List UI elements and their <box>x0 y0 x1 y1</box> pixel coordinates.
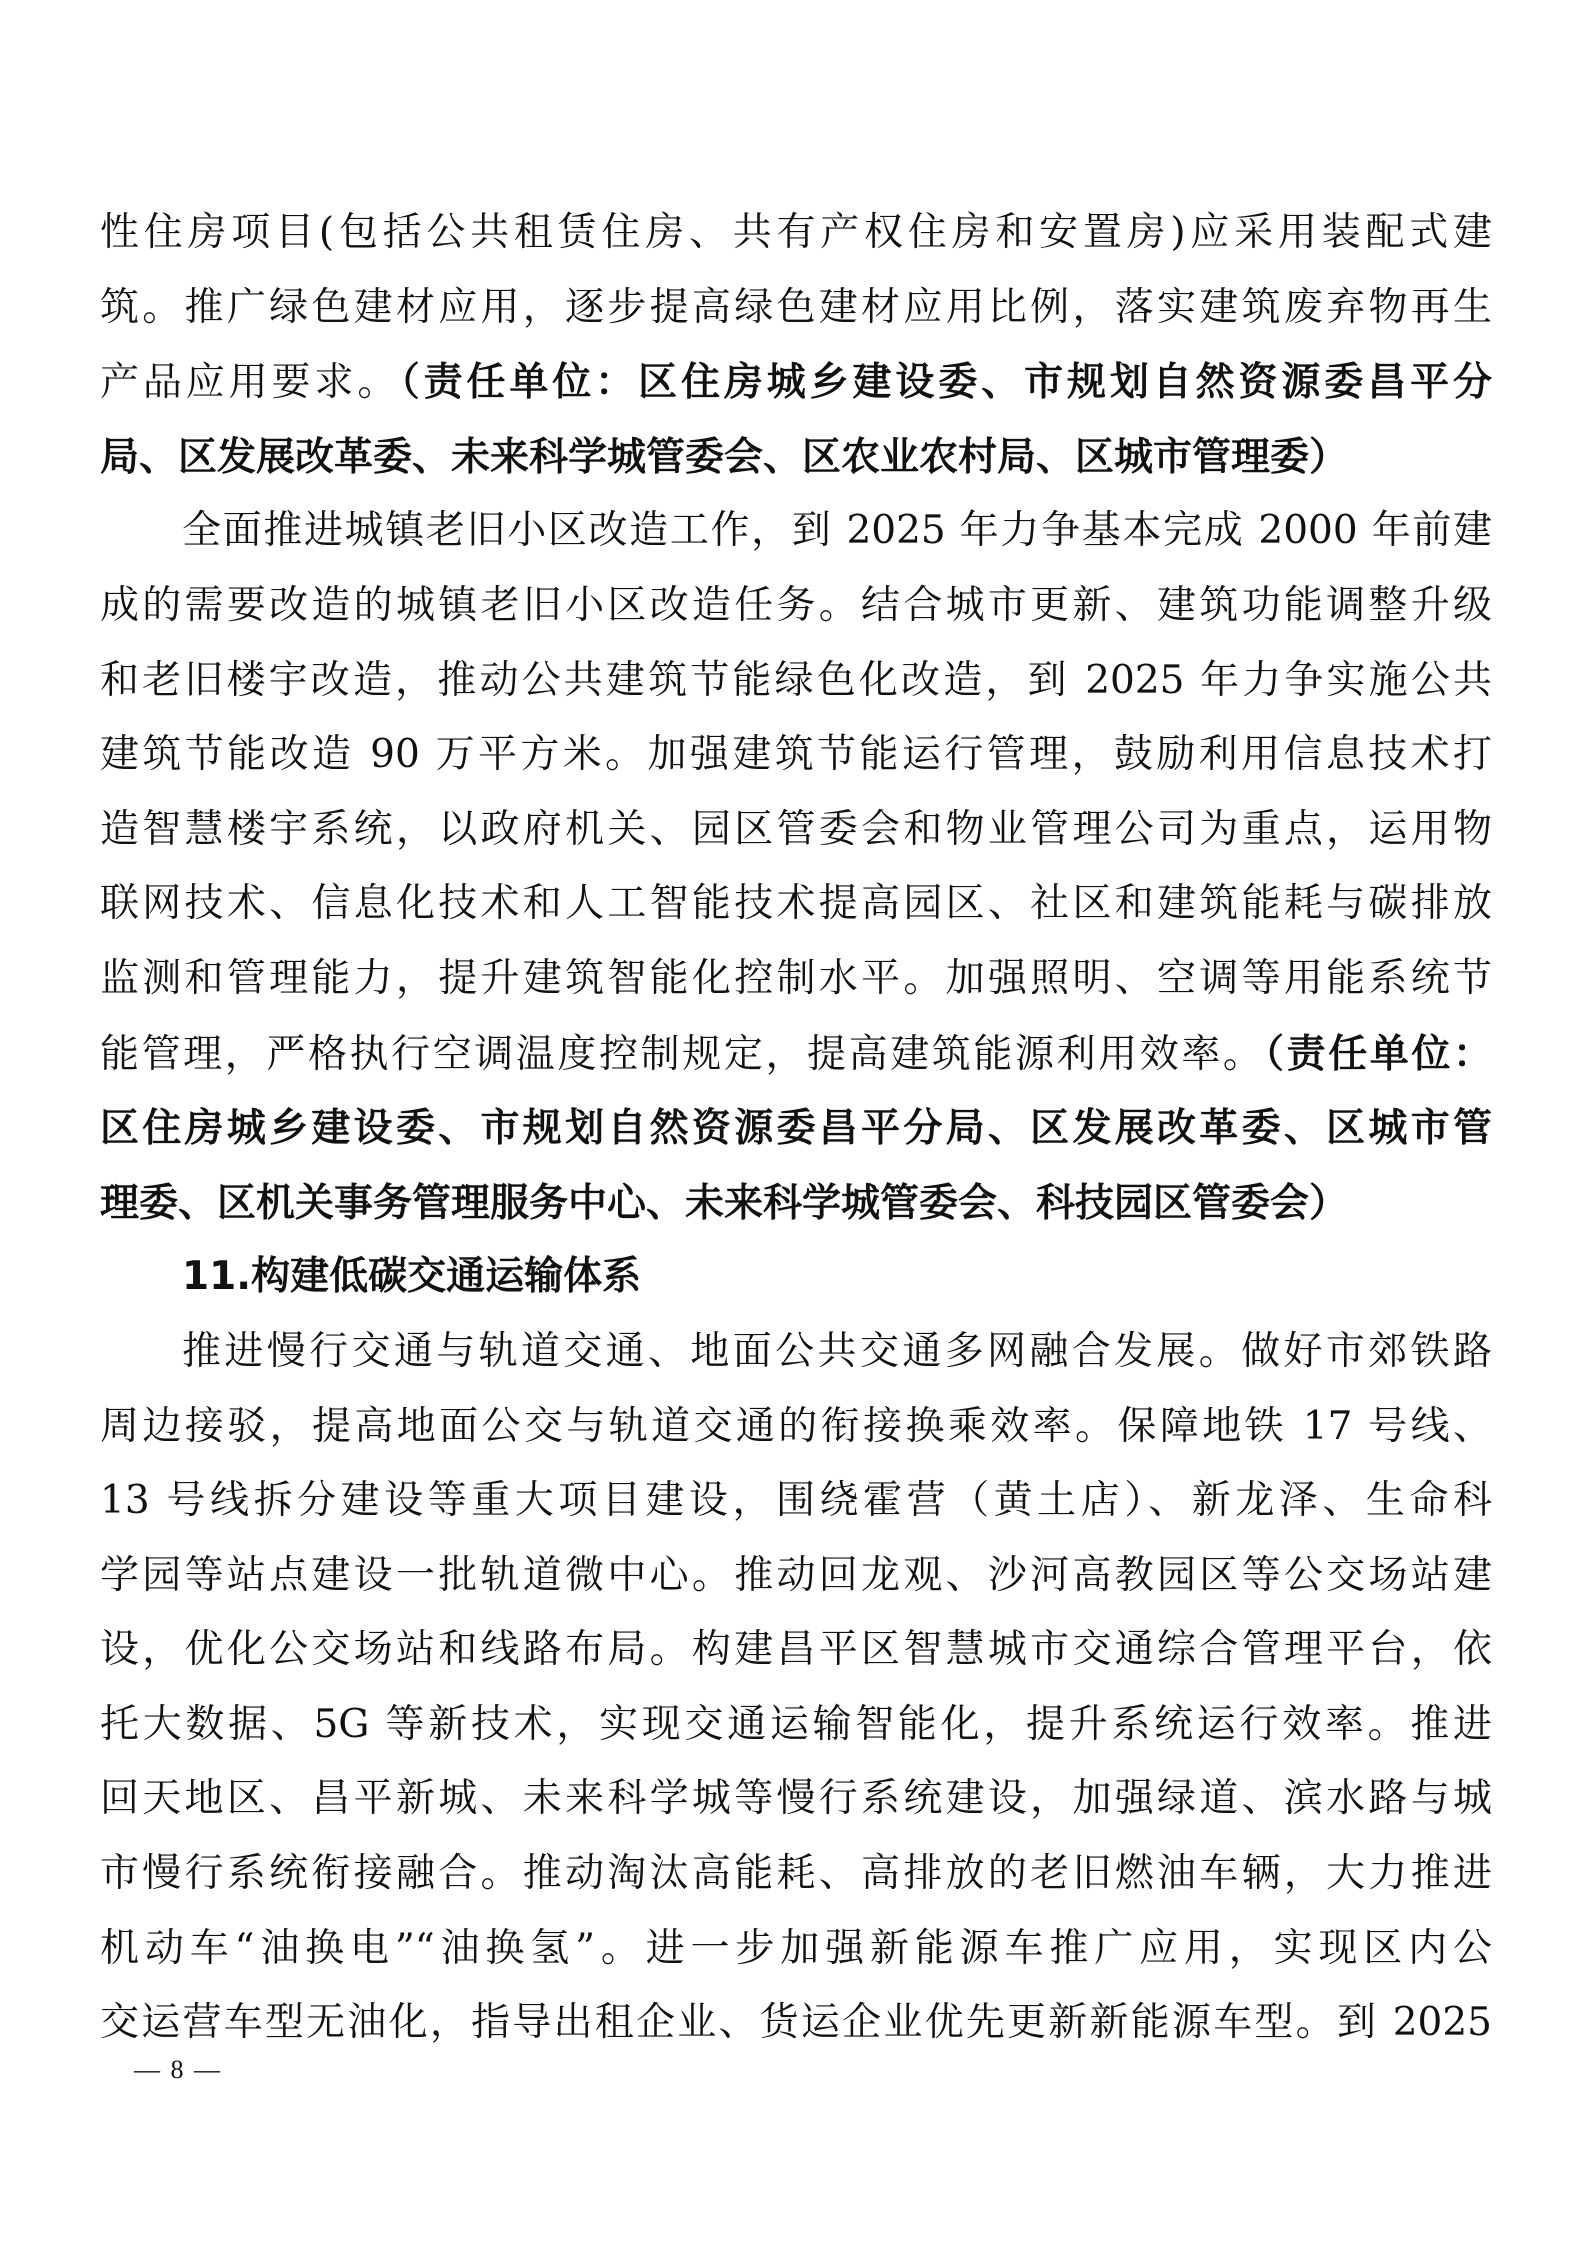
paragraph-first-line: 全面推进城镇老旧小区改造工作，到 2025 年力争基本完成 2000 年前建 <box>182 508 1492 554</box>
responsible-units-text: （责任单位： <box>1264 1030 1492 1077</box>
section-title: 构建低碳交通运输体系 <box>251 1254 642 1300</box>
text-line: 13 号线拆分建设等重大项目建设，围绕霍营（黄土店）、新龙泽、生命科 <box>100 1478 1492 1524</box>
document-body <box>100 196 1492 2061</box>
responsible-units-text: （责任单位：区住房城乡建设委、市规划自然资源委昌平分 <box>400 359 1492 406</box>
text-line: 机动车“油换电”“油换氢”。进一步加强新能源车推广应用，实现区内公 <box>100 1925 1492 1971</box>
text-line: 成的需要改造的城镇老旧小区改造任务。结合城市更新、建筑功能调整升级 <box>100 582 1492 628</box>
text-line: 性住房项目(包括公共租赁住房、共有产权住房和安置房)应采用装配式建 <box>100 210 1492 255</box>
text-line: 交运营车型无油化，指导出租企业、货运企业优先更新新能源车型。到 2025 <box>100 2000 1492 2046</box>
text-segment: 能管理，严格执行空调温度控制规定，提高建筑能源利用效率。 <box>100 1031 1265 1077</box>
responsible-units-line: 理委、区机关事务管理服务中心、未来科学城管委会、科技园区管委会） <box>100 1179 1349 1226</box>
text-line: 托大数据、5G 等新技术，实现交通运输智能化，提升系统运行效率。推进 <box>100 1701 1492 1747</box>
text-line: 联网技术、信息化技术和人工智能技术提高园区、社区和建筑能耗与碳排放 <box>100 881 1492 927</box>
text-line: 监测和管理能力，提升建筑智能化控制水平。加强照明、空调等用能系统节 <box>100 955 1492 1001</box>
section-heading <box>100 1240 1492 1315</box>
text-line <box>100 1017 1492 1092</box>
text-line: 周边接驳，提高地面公交与轨道交通的衔接换乘效率。保障地铁 17 号线、 <box>100 1403 1492 1449</box>
text-line: 筑。推广绿色建材应用，逐步提高绿色建材应用比例，落实建筑废弃物再生 <box>100 284 1492 330</box>
responsible-units-line: 局、区发展改革委、未来科学城管委会、区农业农村局、区城市管理委） <box>100 433 1349 480</box>
paragraph-first-line: 推进慢行交通与轨道交通、地面公共交通多网融合发展。做好市郊铁路 <box>182 1328 1492 1374</box>
text-line: 设，优化公交场站和线路布局。构建昌平区智慧城市交通综合管理平台，依 <box>100 1627 1492 1673</box>
text-line: 建筑节能改造 90 万平方米。加强建筑节能运行管理，鼓励利用信息技术打 <box>100 732 1492 778</box>
text-line: 市慢行系统衔接融合。推动淘汰高能耗、高排放的老旧燃油车辆，大力推进 <box>100 1851 1492 1897</box>
text-line: 和老旧楼宇改造，推动公共建筑节能绿色化改造，到 2025 年力争实施公共 <box>100 657 1492 703</box>
text-line <box>100 345 1492 420</box>
text-line: 回天地区、昌平新城、未来科学城等慢行系统建设，加强绿道、滨水路与城 <box>100 1776 1492 1822</box>
text-segment: 产品应用要求。 <box>100 360 401 406</box>
text-line: 造智慧楼宇系统，以政府机关、园区管委会和物业管理公司为重点，运用物 <box>100 806 1492 852</box>
section-number: 11. <box>182 1254 252 1300</box>
text-line: 学园等站点建设一批轨道微中心。推动回龙观、沙河高教园区等公交场站建 <box>100 1552 1492 1598</box>
page-number: — 8 — <box>134 2055 222 2084</box>
responsible-units-line: 区住房城乡建设委、市规划自然资源委昌平分局、区发展改革委、区城市管 <box>100 1105 1492 1152</box>
